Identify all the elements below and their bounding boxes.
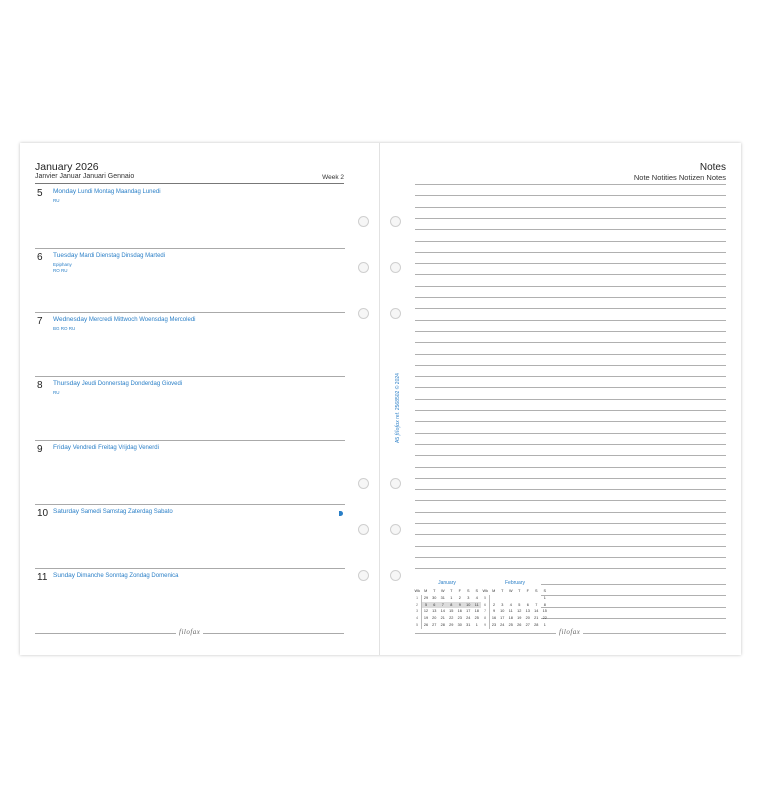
note-line — [415, 308, 726, 309]
binder-hole — [390, 524, 401, 535]
day-name — [53, 572, 178, 579]
calendar-grid — [481, 588, 549, 629]
binder-hole — [390, 216, 401, 227]
calendar-day: 12 — [423, 609, 429, 614]
calendar-header: M — [424, 589, 428, 593]
calendar-day: 22 — [449, 616, 454, 621]
binder-hole — [358, 308, 369, 319]
day-name-other: Dimanche Sonntag Zondag Domenica — [76, 573, 179, 579]
calendar-grid — [413, 588, 481, 629]
note-line — [415, 433, 726, 434]
note-line — [415, 500, 726, 501]
note-line — [415, 263, 726, 264]
binder-hole — [390, 478, 401, 489]
day-name-en: Wednesday — [53, 316, 88, 323]
day-name-other: Mercredi Mittwoch Woensdag Mercoledi — [88, 317, 196, 323]
day-number: 5 — [37, 188, 43, 199]
day-name-other: Jeudi Donnerstag Donderdag Giovedi — [81, 381, 183, 387]
calendar-header: S — [543, 589, 547, 593]
calendar-day: 9 — [456, 602, 465, 609]
binder-hole — [358, 524, 369, 535]
day-note: RO RU — [53, 268, 68, 273]
note-line — [415, 523, 726, 524]
day-note: Epiphany — [53, 262, 72, 267]
day-block[interactable] — [35, 441, 345, 505]
day-block[interactable] — [35, 185, 345, 249]
note-line — [415, 342, 726, 343]
week-page — [20, 143, 380, 655]
binder-hole — [358, 216, 369, 227]
calendar-day: 24 — [500, 622, 505, 627]
calendar-header: S — [466, 589, 470, 593]
calendar-day: 26 — [423, 622, 429, 627]
calendar-header: T — [433, 589, 436, 593]
binder-hole — [390, 262, 401, 273]
calendar-day: 29 — [423, 595, 429, 600]
week-number: 3 — [413, 608, 422, 615]
calendar-day: 23 — [491, 622, 497, 627]
calendar-header: F — [458, 589, 461, 593]
calendar-day: 2 — [458, 595, 461, 600]
calendar-day: 25 — [474, 616, 479, 621]
calendar-day: 19 — [423, 616, 429, 621]
note-line — [415, 421, 726, 422]
calendar-day: 14 — [534, 609, 539, 614]
note-line — [415, 410, 726, 411]
calendar-day: 1 — [450, 595, 453, 600]
week-number: 8 — [481, 615, 490, 622]
calendar-day: 21 — [534, 616, 539, 621]
week-number: 2 — [413, 602, 422, 609]
calendar-day: 15 — [449, 609, 454, 614]
calendar-title: February — [504, 580, 525, 586]
week-number: 5 — [481, 595, 490, 602]
day-name-other: Mardi Dienstag Dinsdag Martedi — [79, 253, 166, 259]
calendar-day: 13 — [432, 609, 437, 614]
day-note: BG RO RU — [53, 326, 76, 331]
calendar-day: 26 — [517, 622, 522, 627]
calendar-day: 18 — [508, 616, 513, 621]
calendar-day: 10 — [464, 602, 473, 609]
calendar-header: T — [450, 589, 453, 593]
day-name-other: Samedi Samstag Zaterdag Sabato — [80, 509, 173, 515]
binder-hole — [390, 308, 401, 319]
day-name — [53, 508, 173, 515]
calendar-header: S — [534, 589, 538, 593]
calendar-header: S — [475, 589, 479, 593]
day-block[interactable] — [35, 377, 345, 441]
calendar-day: 5 — [422, 602, 431, 609]
calendar-day: 28 — [534, 622, 539, 627]
note-line — [415, 365, 726, 366]
calendar-day: 1 — [543, 595, 546, 600]
note-line-short — [541, 607, 726, 608]
note-line — [415, 387, 726, 388]
calendar-day: 21 — [440, 616, 445, 621]
calendar-day: 14 — [440, 609, 445, 614]
day-name-other: Lundi Montag Maandag Lunedi — [77, 189, 161, 195]
calendar-day: 29 — [449, 622, 454, 627]
day-block[interactable] — [35, 313, 345, 377]
header-rule — [35, 183, 344, 184]
calendar-day: 22 — [542, 616, 547, 621]
note-line — [415, 252, 726, 253]
day-name — [53, 444, 159, 451]
note-line — [415, 354, 726, 355]
calendar-day: 18 — [474, 609, 479, 614]
day-number: 11 — [37, 572, 48, 583]
day-name-en: Tuesday — [53, 252, 78, 259]
note-line — [415, 455, 726, 456]
day-block[interactable] — [35, 505, 345, 569]
calendar-day: 10 — [500, 609, 505, 614]
note-line — [415, 546, 726, 547]
calendar-day: 4 — [475, 595, 478, 600]
week-number: 9 — [481, 622, 490, 629]
note-line — [415, 376, 726, 377]
note-line — [415, 241, 726, 242]
calendar-header: W — [508, 589, 513, 593]
calendar-day: 16 — [491, 616, 497, 621]
day-note: RU — [53, 198, 60, 203]
calendar-day: 11 — [473, 602, 482, 609]
week-number: 7 — [481, 608, 490, 615]
note-line — [415, 331, 726, 332]
brand-logo: filofax — [556, 628, 583, 636]
calendar-day: 17 — [500, 616, 505, 621]
note-line — [415, 568, 726, 569]
note-line-short — [541, 595, 726, 596]
note-line — [415, 274, 726, 275]
side-prefix: A5 — [395, 436, 401, 443]
note-line — [415, 534, 726, 535]
calendar-day: 3 — [501, 602, 504, 607]
note-line — [415, 467, 726, 468]
note-line — [415, 297, 726, 298]
note-line — [415, 286, 726, 287]
calendar-day: 9 — [492, 609, 496, 614]
calendar-day — [524, 595, 533, 602]
note-line — [415, 444, 726, 445]
calendar-header: F — [526, 589, 529, 593]
calendar-day: 24 — [466, 616, 471, 621]
calendar-day: 1 — [475, 622, 478, 627]
calendar-day: 17 — [466, 609, 471, 614]
day-name-other: Vendredi Freitag Vrijdag Venerdi — [72, 445, 159, 451]
day-name — [53, 380, 182, 387]
day-name — [53, 188, 161, 195]
calendar-header: W — [440, 589, 445, 593]
calendar-day: 5 — [518, 602, 521, 607]
week-number: 4 — [413, 615, 422, 622]
binder-hole — [358, 478, 369, 489]
day-note: RU — [53, 390, 60, 395]
week-number: 6 — [481, 602, 490, 609]
note-line — [415, 207, 726, 208]
calendar-day: 2 — [492, 602, 496, 607]
day-block[interactable] — [35, 249, 345, 313]
calendar-day: 7 — [535, 602, 538, 607]
day-name — [53, 252, 165, 259]
calendar-day: 7 — [439, 602, 448, 609]
calendar-day: 23 — [457, 616, 462, 621]
week-number: 1 — [413, 595, 422, 602]
calendar-header: T — [518, 589, 521, 593]
calendar-header: Wk — [414, 589, 420, 593]
calendar-day: 3 — [467, 595, 470, 600]
week-label: Week 2 — [322, 174, 344, 181]
day-number: 6 — [37, 252, 43, 263]
calendar-day: 8 — [543, 602, 546, 607]
note-line — [415, 478, 726, 479]
calendar-day: 15 — [542, 609, 547, 614]
note-line — [415, 184, 726, 185]
side-brand: filofax — [395, 420, 401, 436]
side-ref: ref. 2568502 © 2024 — [395, 373, 401, 419]
note-line — [415, 218, 726, 219]
planner-spread — [20, 143, 741, 655]
calendar-day — [490, 595, 499, 602]
day-name-en: Sunday — [53, 572, 76, 579]
calendar-day — [515, 595, 524, 602]
calendar-day: 30 — [432, 595, 437, 600]
calendar-day: 25 — [508, 622, 513, 627]
calendar-day — [498, 595, 507, 602]
notes-title: Notes — [699, 162, 726, 173]
day-number: 9 — [37, 444, 43, 455]
month-subtitle: Janvier Januar Januari Gennaio — [35, 173, 135, 180]
note-line — [415, 489, 726, 490]
day-number: 10 — [37, 508, 49, 519]
calendar-day: 28 — [440, 622, 445, 627]
calendar-day: 27 — [525, 622, 530, 627]
day-name-en: Thursday — [53, 380, 81, 387]
note-line — [415, 399, 726, 400]
day-name-en: Friday — [53, 444, 72, 451]
week-number: 5 — [413, 622, 422, 629]
note-line — [415, 557, 726, 558]
calendar-header: M — [492, 589, 496, 593]
day-block[interactable] — [35, 569, 345, 633]
calendar-day: 16 — [457, 609, 462, 614]
note-line — [415, 195, 726, 196]
mini-calendar-february — [481, 580, 549, 629]
calendar-day: 8 — [447, 602, 456, 609]
calendar-day: 31 — [440, 595, 445, 600]
day-number: 8 — [37, 380, 43, 391]
note-line — [415, 229, 726, 230]
notes-subtitle: Note Notities Notizen Notes — [633, 173, 726, 182]
binder-hole — [390, 570, 401, 581]
calendar-day: 6 — [526, 602, 529, 607]
calendar-day: 11 — [508, 609, 513, 614]
calendar-day: 13 — [525, 609, 530, 614]
binder-hole — [358, 570, 369, 581]
moon-phase-icon — [339, 511, 343, 516]
day-name — [53, 316, 196, 323]
calendar-day: 19 — [517, 616, 522, 621]
binder-hole — [358, 262, 369, 273]
day-number: 7 — [37, 316, 43, 327]
mini-calendar-january — [413, 580, 481, 629]
note-line-short — [541, 618, 726, 619]
calendar-day: 6 — [430, 602, 439, 609]
calendar-day: 4 — [509, 602, 512, 607]
calendar-day: 20 — [432, 616, 437, 621]
calendar-day: 27 — [432, 622, 437, 627]
note-line-short — [541, 584, 726, 585]
brand-logo: filofax — [176, 628, 203, 636]
calendar-day: 1 — [543, 622, 546, 627]
calendar-day: 30 — [457, 622, 462, 627]
note-line — [415, 320, 726, 321]
calendar-title: January — [438, 580, 456, 586]
calendar-header: Wk — [482, 589, 488, 593]
side-reference-text — [395, 373, 401, 443]
day-name-en: Monday — [53, 188, 77, 195]
calendar-header: T — [501, 589, 504, 593]
note-line — [415, 512, 726, 513]
calendar-day: 31 — [466, 622, 471, 627]
month-title: January 2026 — [35, 161, 99, 173]
calendar-day: 12 — [517, 609, 522, 614]
calendar-day — [507, 595, 516, 602]
calendar-day: 20 — [525, 616, 530, 621]
notes-page — [381, 143, 741, 655]
day-name-en: Saturday — [53, 508, 80, 515]
calendar-day — [532, 595, 541, 602]
